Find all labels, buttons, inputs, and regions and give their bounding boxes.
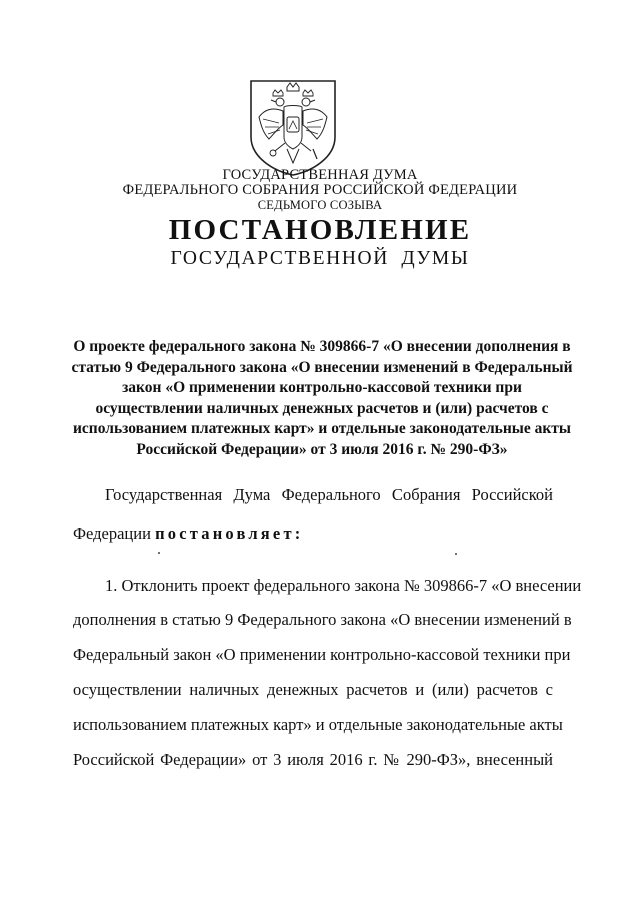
scan-speck [158, 552, 160, 554]
paragraph-line: Федеральный закон «О применении контрольно-кассовой техники при [73, 645, 571, 664]
resolves-word: постановляет: [155, 524, 304, 543]
paragraph-line: дополнения в статью 9 Федерального закона «О внесении изменений в [73, 610, 572, 629]
resolution-subject [50, 337, 594, 460]
header-line-federal-assembly: ФЕДЕРАЛЬНОГО СОБРАНИЯ РОССИЙСКОЙ ФЕДЕРАЦИИ [122, 182, 518, 198]
subject-line: закон «О применении контрольно-кассовой техники при [122, 379, 522, 396]
subject-line: О проекте федерального закона № 309866-7 «О внесении дополнения в [73, 338, 571, 355]
scan-speck [455, 553, 457, 555]
paragraph-line: использованием платежных карт» и отдельные законодательные акты [73, 715, 563, 734]
subject-line: статью 9 Федерального закона «О внесении изменений в Федеральный [71, 358, 573, 376]
document-title: ПОСТАНОВЛЕНИЕ [168, 214, 472, 246]
intro-line-start: Федерации [73, 524, 156, 543]
subject-line: Российской Федерации» от 3 июля 2016 г. № 290-ФЗ» [136, 440, 508, 458]
subject-line: осуществлении наличных денежных расчетов и (или) расчетов с [95, 399, 549, 417]
paragraph-line: осуществлении наличных денежных расчетов и (или) расчетов с [73, 680, 553, 699]
header-line-convocation: СЕДЬМОГО СОЗЫВА [257, 198, 383, 212]
header-line-state-duma: ГОСУДАРСТВЕННАЯ ДУМА [222, 167, 418, 183]
intro-line [73, 524, 553, 544]
intro-line: Государственная Дума Федерального Собрания Российской [105, 485, 553, 504]
russian-coat-of-arms-icon [247, 77, 339, 177]
paragraph-line: Российской Федерации» от 3 июля 2016 г. № 290-ФЗ», внесенный [73, 750, 553, 769]
paragraph-line: 1. Отклонить проект федерального закона № 309866-7 «О внесении [105, 576, 582, 595]
document-subtitle: ГОСУДАРСТВЕННОЙ ДУМЫ [170, 248, 470, 269]
subject-line: использованием платежных карт» и отдельные законодательные акты [72, 420, 572, 437]
